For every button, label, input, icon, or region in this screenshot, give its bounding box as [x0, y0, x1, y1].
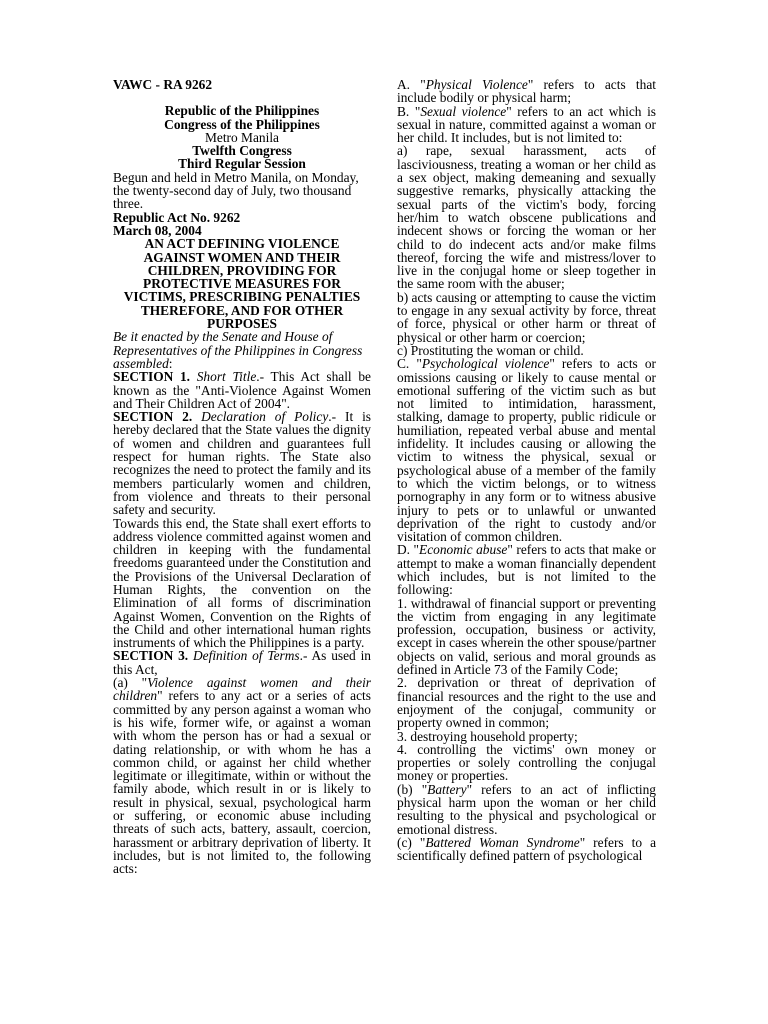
- section-3-title: Definition of Terms: [192, 648, 300, 664]
- definition-c-body: " refers to a scientifically defined pattern of psychological: [397, 834, 657, 864]
- left-column: [113, 78, 371, 876]
- item-C-body: " refers to acts or omissions causing or likely to cause mental or emotional suffering of the victim such as but not limited to intimidation, harassment, stalking, damage to property, public ridicule or humiliation, repeated verbal abuse and mental infidelity. It includes causing or allowing the victim to witness the physical, sexual or psychological abuse of a member of the family to which the victim belongs, or to witness pornography in any form or to witness abusive injury to pets or to unlawful or unwanted deprivation of the right to custody and/or visitation of common children.: [397, 356, 657, 545]
- item-D-4: 4. controlling the victims' own money or properties or solely controlling the conjugal money or properties.: [397, 741, 656, 784]
- item-B-prefix: B. ": [397, 103, 421, 119]
- item-D-3: 3. destroying household property;: [397, 728, 578, 744]
- definition-a: [113, 676, 371, 875]
- definition-c-term: Battered Woman Syndrome: [425, 834, 580, 850]
- definition-a-prefix: (a) ": [113, 675, 148, 691]
- section-2: [113, 410, 371, 516]
- item-A-term: Physical Violence: [425, 77, 528, 92]
- item-D-term: Economic abuse: [419, 542, 508, 558]
- section-2-body: .- It is hereby declared that the State values the dignity of women and children and guarantees full respect for human rights. The State also recognizes the need to protect the family and its members particularly women and children, from violence and threats to their personal safety and security.: [113, 409, 371, 518]
- item-B-b: b) acts causing or attempting to cause the victim to engage in any sexual activity by force, threat of force, physical or other harm or threat of physical or other harm or coercion;: [397, 289, 656, 345]
- section-1-body: .- This Act shall be known as the "Anti-Violence Against Women and Their Children Act of 2004".: [113, 369, 371, 411]
- header-congress: Congress of the Philippines: [164, 116, 320, 132]
- enacting-clause-text: Be it enacted by the Senate and House of Representatives of the Philippines in Congress assembled: [113, 329, 363, 371]
- definition-a-body: " refers to any act or a series of acts committed by any person against a woman who is his wife, former wife, or against a woman with whom the person has or had a sexual or dating relationship, or with whom he has a common child, or against her child whether legitimate or illegitimate, within or without the family abode, which result in or is likely to result in physical, sexual, psychological harm or suffering, or economic abuse including threats of such acts, battery, assault, coercion, harassment or arbitrary deprivation of liberty. It includes, but is not limited to, the following acts:: [113, 688, 371, 877]
- item-B: [397, 105, 656, 145]
- towards-paragraph: Towards this end, the State shall exert efforts to address violence committed against women and children in keeping with the fundamental freedoms guaranteed under the Constitution and the Provisions of the Universal Declaration of Human Rights, the convention on the Elimination of all forms of discrimination Against Women, Convention on the Rights of the Child and other international human rights instruments of which the Philippines is a party.: [113, 515, 371, 651]
- definition-b: [397, 783, 656, 836]
- definition-b-prefix: (b) ": [397, 781, 428, 797]
- act-title: AN ACT DEFINING VIOLENCE AGAINST WOMEN AND THEIR CHILDREN, PROVIDING FOR PROTECTIVE MEASURES FOR VICTIMS, PRESCRIBING PENALTIES THEREFORE, AND FOR OTHER PURPOSES: [123, 236, 361, 332]
- begun-paragraph: Begun and held in Metro Manila, on Monday, the twenty-second day of July, two thousand three.: [113, 169, 359, 212]
- item-D-1: 1. withdrawal of financial support or preventing the victim from engaging in any legitimate profession, occupation, business or activity, except in cases wherein the other spouse/partner objects on valid, serious and moral grounds as defined in Article 73 of the Family Code;: [397, 595, 656, 678]
- item-C-prefix: C. ": [397, 356, 422, 372]
- definition-b-body: " refers to an act of inflicting physical harm upon the woman or her child resulting to the physical and psychological or emotional distress.: [397, 781, 656, 837]
- item-C-term: Psychological violence: [421, 356, 550, 372]
- item-B-c: c) Prostituting the woman or child.: [397, 342, 584, 358]
- definition-c: [397, 836, 656, 863]
- item-A-prefix: A. ": [397, 77, 426, 92]
- item-A: [397, 78, 656, 105]
- act-number: Republic Act No. 9262: [113, 209, 241, 225]
- item-D-2: 2. deprivation or threat of deprivation of financial resources and the right to the use and enjoyment of the conjugal, community or property owned in common;: [397, 675, 656, 731]
- header-congress-number: Twelfth Congress: [192, 143, 292, 159]
- item-B-body: " refers to an act which is sexual in nature, committed against a woman or her child. It includes, but is not limited to:: [397, 103, 656, 146]
- item-B-term: Sexual violence: [420, 103, 507, 119]
- enacting-clause: [113, 330, 371, 370]
- section-3-body: .- As used in this Act,: [113, 648, 371, 677]
- item-D-body: " refers to acts that make or attempt to make a woman financially dependent which includes, but is not limited to the following:: [397, 542, 656, 598]
- header-republic: Republic of the Philippines: [164, 103, 320, 119]
- section-3: [113, 649, 371, 676]
- enacting-colon: :: [168, 355, 173, 371]
- header-location: Metro Manila: [204, 129, 279, 145]
- section-1: [113, 370, 371, 410]
- right-column: [397, 78, 656, 863]
- item-B-a: a) rape, sexual harassment, acts of lasciviousness, treating a woman or her child as a sex object, making demeaning and sexually suggestive remarks, physically attacking the sexual parts of the victim's body, forcing her/him to watch obscene publications and indecent shows or forcing the woman or her child to do indecent acts and/or make films thereof, forcing the wife and mistress/lover to live in the conjugal home or sleep together in the same room with the abuser;: [397, 143, 656, 292]
- section-2-label: SECTION 2.: [113, 409, 193, 425]
- definition-c-prefix: (c) ": [397, 834, 426, 850]
- header-session: Third Regular Session: [178, 156, 306, 172]
- definition-a-term: Violence against women and their children: [113, 675, 372, 704]
- section-2-title: Declaration of Policy: [201, 409, 329, 425]
- act-date: March 08, 2004: [113, 222, 202, 238]
- document-title: VAWC - RA 9262: [113, 77, 213, 92]
- definition-b-term: Battery: [427, 781, 467, 797]
- item-D: [397, 543, 656, 596]
- item-C: [397, 357, 656, 543]
- section-3-label: SECTION 3.: [113, 648, 189, 664]
- section-1-title: Short Title: [196, 369, 257, 385]
- item-A-body: " refers to acts that include bodily or physical harm;: [397, 77, 656, 106]
- section-1-label: SECTION 1.: [113, 369, 191, 385]
- item-D-prefix: D. ": [397, 542, 420, 558]
